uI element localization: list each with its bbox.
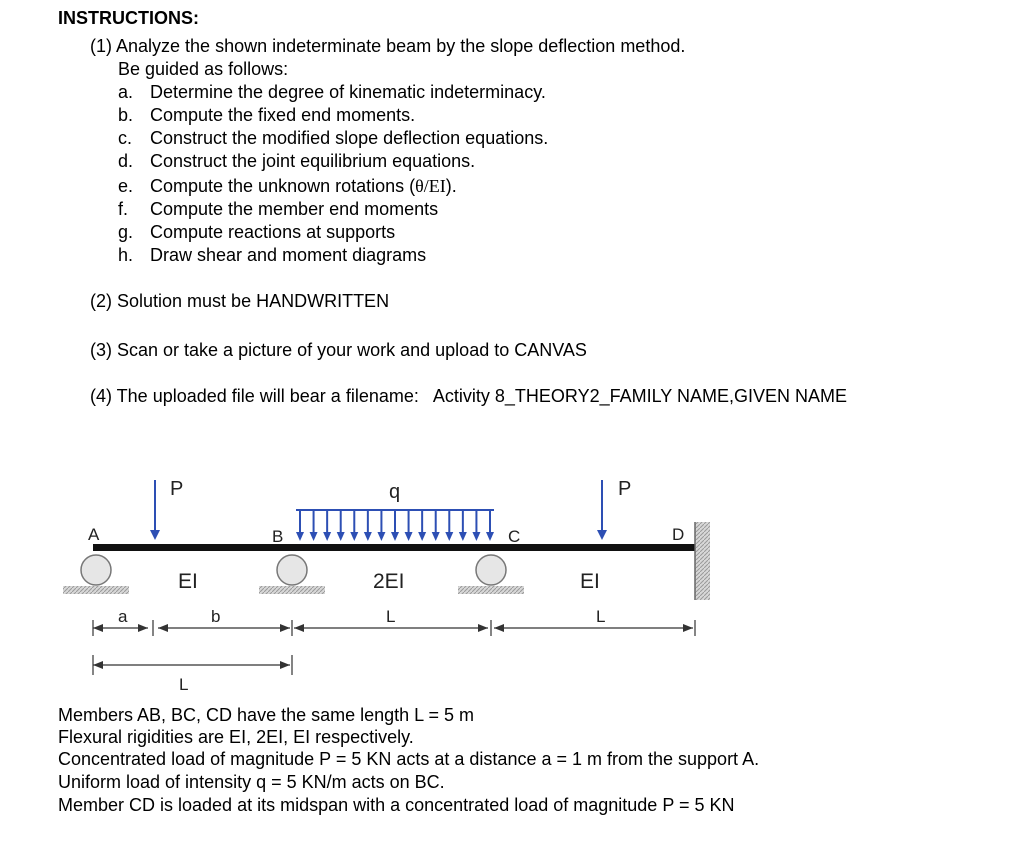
step-text: Compute the fixed end moments. [150,105,416,125]
node-label-c: C [508,527,521,546]
given-line-4: Uniform load of intensity q = 5 KN/m acts on BC. [58,772,445,792]
distributed-load-arrow-head [323,532,331,541]
given-line-3: Concentrated load of magnitude P = 5 KN acts at a distance a = 1 m from the support A. [58,749,760,769]
distributed-load-arrow-head [486,532,494,541]
step-label: a. [118,82,134,102]
step-g [118,221,395,243]
step-text: Compute the unknown rotations ( [150,176,416,196]
distributed-load-arrow-head [432,532,440,541]
step-text: Determine the degree of kinematic indeterminacy. [150,82,546,102]
dimension-label-a: a [118,607,128,626]
step-label: d. [118,151,134,171]
distributed-load-arrow-head [418,532,426,541]
distributed-load-arrow-head [405,532,413,541]
point-load-arrow-right [597,480,607,540]
step-label: h. [118,245,134,265]
step-f [118,198,438,220]
step-c [118,127,548,149]
step-text-end: ). [445,176,457,196]
step-text: Construct the joint equilibrium equations. [150,151,476,171]
distributed-load-arrow-head [445,532,453,541]
roller-support-c [458,555,524,594]
roller-support-b [259,555,325,594]
load-label-q: q [389,481,401,503]
step-math: θ/EI [415,176,446,196]
item-1-line-1: (1) Analyze the shown indeterminate beam by the slope deflection method. [90,36,686,56]
step-label: e. [118,176,134,196]
distributed-load-arrow-head [350,532,358,541]
step-label: c. [118,128,133,148]
distributed-load-arrow-head [364,532,372,541]
item-4: (4) The uploaded file will bear a filename: Activity 8_THEORY2_FAMILY NAME,GIVEN NAME [90,386,847,406]
step-text: Draw shear and moment diagrams [150,245,427,265]
dimension-label-l-ab: L [179,675,189,694]
dimension-label-b: b [211,607,221,626]
dimension-label-l-cd: L [596,607,606,626]
distributed-load-arrow-head [391,532,399,541]
point-load-arrow-left [150,480,160,540]
step-label: f. [118,199,129,219]
step-b [118,104,415,126]
instructions-heading: INSTRUCTIONS: [58,8,199,28]
step-text: Compute the member end moments [150,199,439,219]
step-h [118,244,426,266]
node-label-a: A [88,525,100,544]
rigidity-label-ab: EI [178,570,198,593]
distributed-load-arrow-head [310,532,318,541]
fixed-wall-d [695,522,710,600]
step-text: Compute reactions at supports [150,222,396,242]
given-line-1: Members AB, BC, CD have the same length L = 5 m [58,705,475,725]
rigidity-label-cd: EI [580,570,600,593]
item-1-line-2: Be guided as follows: [118,59,289,79]
load-label-p-left: P [170,478,184,500]
roller-support-a [63,555,129,594]
distributed-load-arrow-head [472,532,480,541]
step-e [118,175,457,197]
load-label-p-right: P [618,478,632,500]
rigidity-label-bc: 2EI [373,570,405,593]
distributed-load-arrow-head [459,532,467,541]
step-text: Construct the modified slope deflection equations. [150,128,549,148]
distributed-load-arrow-head [377,532,385,541]
step-label: b. [118,105,134,125]
item-3: (3) Scan or take a picture of your work and upload to CANVAS [90,340,587,360]
distributed-load-arrow-head [296,532,304,541]
distributed-load-q [296,510,494,541]
node-label-d: D [672,525,685,544]
step-a [118,81,546,103]
item-2: (2) Solution must be HANDWRITTEN [90,291,390,311]
dimension-row-2 [93,655,292,675]
step-d [118,150,475,172]
node-label-b: B [272,527,284,546]
given-line-5: Member CD is loaded at its midspan with a concentrated load of magnitude P = 5 KN [58,795,735,815]
beam [93,544,695,551]
dimension-label-l-bc: L [386,607,396,626]
distributed-load-arrow-head [337,532,345,541]
step-label: g. [118,222,134,242]
given-line-2: Flexural rigidities are EI, 2EI, EI respectively. [58,727,414,747]
beam-diagram [0,460,1024,700]
